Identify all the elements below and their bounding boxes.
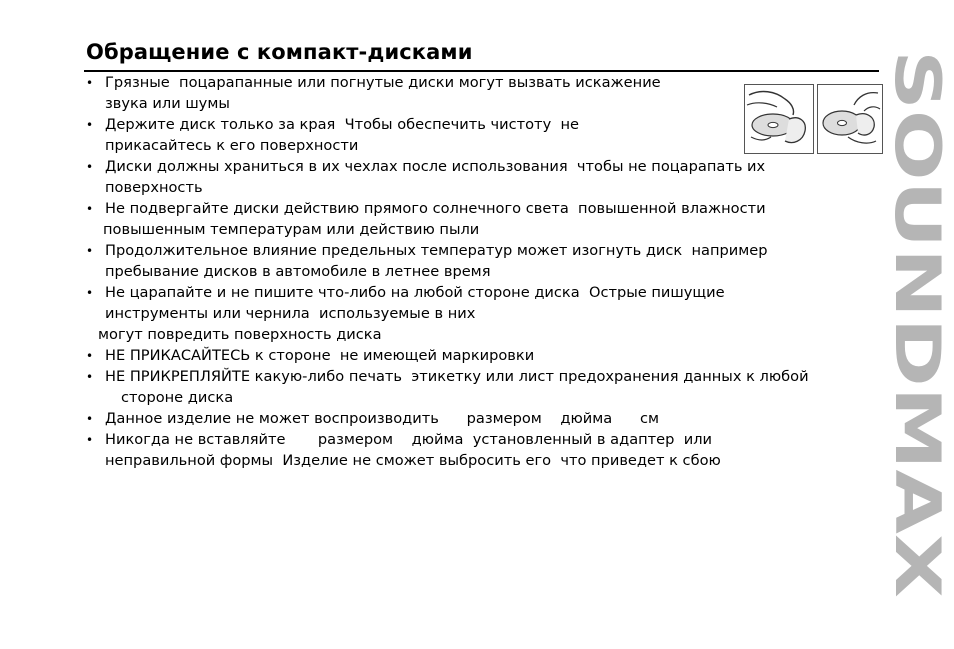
instruction-line: инструменты или чернила используемые в них <box>105 305 476 322</box>
instruction-line: прикасайтесь к его поверхности <box>105 137 359 154</box>
instruction-line: могут повредить поверхность диска <box>98 326 382 343</box>
bullet-marker: • <box>86 286 94 300</box>
instruction-line: Не царапайте и не пишите что-либо на любой стороне диска Острые пишущие <box>105 284 725 301</box>
instruction-line: пребывание дисков в автомобиле в летнее время <box>105 263 491 280</box>
instruction-line: поверхность <box>105 179 203 196</box>
bullet-marker: • <box>86 244 94 258</box>
instruction-line: Данное изделие не может воспроизводить размером дюйма см <box>105 410 660 427</box>
instruction-line: Никогда не вставляйте размером дюйма установленный в адаптер или <box>105 431 713 448</box>
instruction-line: Не подвергайте диски действию прямого солнечного света повышенной влажности <box>105 200 766 217</box>
hand-holding-disc-icon <box>745 85 813 153</box>
soundmax-logo <box>881 50 954 600</box>
instruction-line: НЕ ПРИКРЕПЛЯЙТЕ какую-либо печать этикетку или лист предохранения данных к любой <box>105 368 809 385</box>
instruction-line: Продолжительное влияние предельных температур может изогнуть диск например <box>105 242 768 259</box>
bullet-marker: • <box>86 76 94 90</box>
bullet-marker: • <box>86 370 94 384</box>
disc-handling-photo-2 <box>817 84 883 154</box>
hand-holding-disc-icon <box>818 85 882 153</box>
instruction-line: Диски должны храниться в их чехлах после использования чтобы не поцарапать их <box>105 158 766 175</box>
title-underline <box>84 70 879 72</box>
instruction-line: Грязные поцарапанные или погнутые диски могут вызвать искажение <box>105 74 661 91</box>
instruction-line: повышенным температурам или действию пыли <box>103 221 480 238</box>
instruction-line: НЕ ПРИКАСАЙТЕСЬ к стороне не имеющей маркировки <box>105 347 535 364</box>
bullet-marker: • <box>86 118 94 132</box>
bullet-marker: • <box>86 202 94 216</box>
instruction-line: Держите диск только за края Чтобы обеспечить чистоту не <box>105 116 579 133</box>
instruction-line: звука или шумы <box>105 95 230 112</box>
instruction-line: неправильной формы Изделие не сможет выбросить его что приведет к сбою <box>105 452 721 469</box>
bullet-marker: • <box>86 433 94 447</box>
instruction-line: стороне диска <box>121 389 234 406</box>
disc-handling-photo-1 <box>744 84 814 154</box>
bullet-marker: • <box>86 412 94 426</box>
bullet-marker: • <box>86 160 94 174</box>
bullet-marker: • <box>86 349 94 363</box>
brand-logo-text: SOUNDMAX <box>881 50 954 459</box>
page-title: Обращение с компакт-дисками <box>86 40 473 64</box>
